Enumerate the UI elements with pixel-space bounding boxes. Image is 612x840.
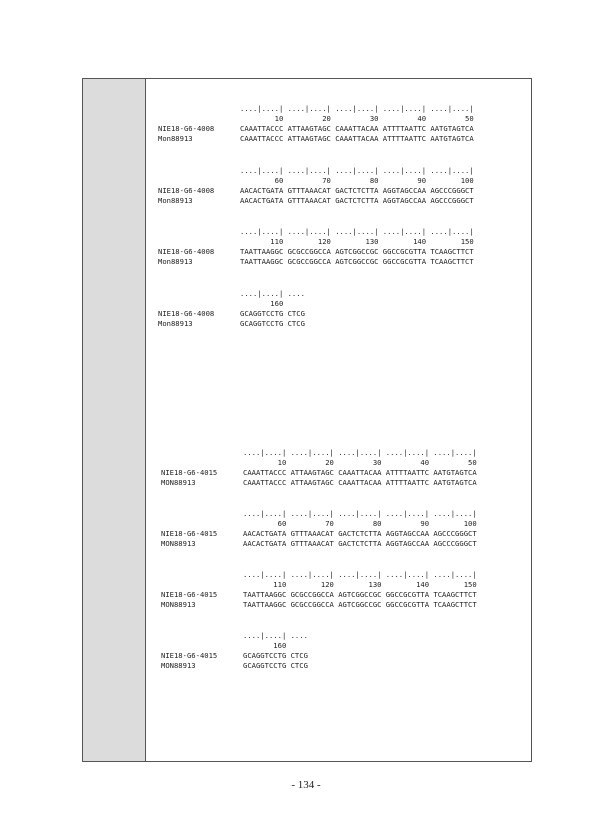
reference-sequence: GCAGGTCCTG CTCG [240, 319, 305, 328]
reference-sequence: AACACTGATA GTTTAAACAT GACTCTCTTA AGGTAGCCAA AGCCCGGGCT [243, 539, 477, 548]
reference-label: MON88913 [161, 539, 196, 548]
position-numbers: 160 [243, 641, 287, 650]
reference-label: Mon88913 [158, 319, 193, 328]
reference-sequence: CAAATTACCC ATTAAGTAGC CAAATTACAA ATTTTAATTC AATGTAGTCA [240, 134, 474, 143]
sample-label: NIE18-G6-4015 [161, 651, 218, 660]
sample-label: NIE18-G6-4008 [158, 309, 215, 318]
reference-sequence: CAAATTACCC ATTAAGTAGC CAAATTACAA ATTTTAATTC AATGTAGTCA [243, 478, 477, 487]
reference-sequence: GCAGGTCCTG CTCG [243, 661, 308, 670]
ruler: ....|....| .... [243, 631, 308, 640]
sample-sequence: CAAATTACCC ATTAAGTAGC CAAATTACAA ATTTTAATTC AATGTAGTCA [240, 124, 474, 133]
position-numbers: 110 120 130 140 150 [240, 237, 474, 246]
reference-sequence: AACACTGATA GTTTAAACAT GACTCTCTTA AGGTAGCCAA AGCCCGGGCT [240, 196, 474, 205]
sample-sequence: CAAATTACCC ATTAAGTAGC CAAATTACAA ATTTTAATTC AATGTAGTCA [243, 468, 477, 477]
position-numbers: 10 20 30 40 50 [240, 114, 474, 123]
reference-sequence: TAATTAAGGC GCGCCGGCCA AGTCGGCCGC GGCCGCGTTA TCAAGCTTCT [240, 257, 474, 266]
sample-sequence: GCAGGTCCTG CTCG [243, 651, 308, 660]
position-numbers: 60 70 80 90 100 [243, 519, 477, 528]
reference-label: MON88913 [161, 600, 196, 609]
sample-label: NIE18-G6-4015 [161, 468, 218, 477]
sample-label: NIE18-G6-4008 [158, 124, 215, 133]
position-numbers: 10 20 30 40 50 [243, 458, 477, 467]
ruler: ....|....| ....|....| ....|....| ....|....| ....|....| [243, 570, 477, 579]
sample-label: NIE18-G6-4015 [161, 590, 218, 599]
reference-label: Mon88913 [158, 257, 193, 266]
position-numbers: 160 [240, 299, 284, 308]
ruler: ....|....| ....|....| ....|....| ....|....| ....|....| [240, 166, 474, 175]
sample-sequence: AACACTGATA GTTTAAACAT GACTCTCTTA AGGTAGCCAA AGCCCGGGCT [243, 529, 477, 538]
reference-sequence: TAATTAAGGC GCGCCGGCCA AGTCGGCCGC GGCCGCGTTA TCAAGCTTCT [243, 600, 477, 609]
reference-label: MON88913 [161, 661, 196, 670]
position-numbers: 60 70 80 90 100 [240, 176, 474, 185]
ruler: ....|....| ....|....| ....|....| ....|....| ....|....| [243, 509, 477, 518]
sample-sequence: GCAGGTCCTG CTCG [240, 309, 305, 318]
position-numbers: 110 120 130 140 150 [243, 580, 477, 589]
reference-label: MON88913 [161, 478, 196, 487]
sample-label: NIE18-G6-4008 [158, 186, 215, 195]
sample-sequence: TAATTAAGGC GCGCCGGCCA AGTCGGCCGC GGCCGCGTTA TCAAGCTTCT [240, 247, 474, 256]
sample-sequence: AACACTGATA GTTTAAACAT GACTCTCTTA AGGTAGCCAA AGCCCGGGCT [240, 186, 474, 195]
ruler: ....|....| .... [240, 289, 305, 298]
sample-label: NIE18-G6-4008 [158, 247, 215, 256]
ruler: ....|....| ....|....| ....|....| ....|....| ....|....| [243, 448, 477, 457]
page-number: - 134 - [291, 779, 321, 791]
ruler: ....|....| ....|....| ....|....| ....|....| ....|....| [240, 227, 474, 236]
sample-label: NIE18-G6-4015 [161, 529, 218, 538]
reference-label: Mon88913 [158, 196, 193, 205]
sample-sequence: TAATTAAGGC GCGCCGGCCA AGTCGGCCGC GGCCGCGTTA TCAAGCTTCT [243, 590, 477, 599]
gray-side-column [83, 79, 146, 761]
ruler: ....|....| ....|....| ....|....| ....|....| ....|....| [240, 104, 474, 113]
reference-label: Mon88913 [158, 134, 193, 143]
